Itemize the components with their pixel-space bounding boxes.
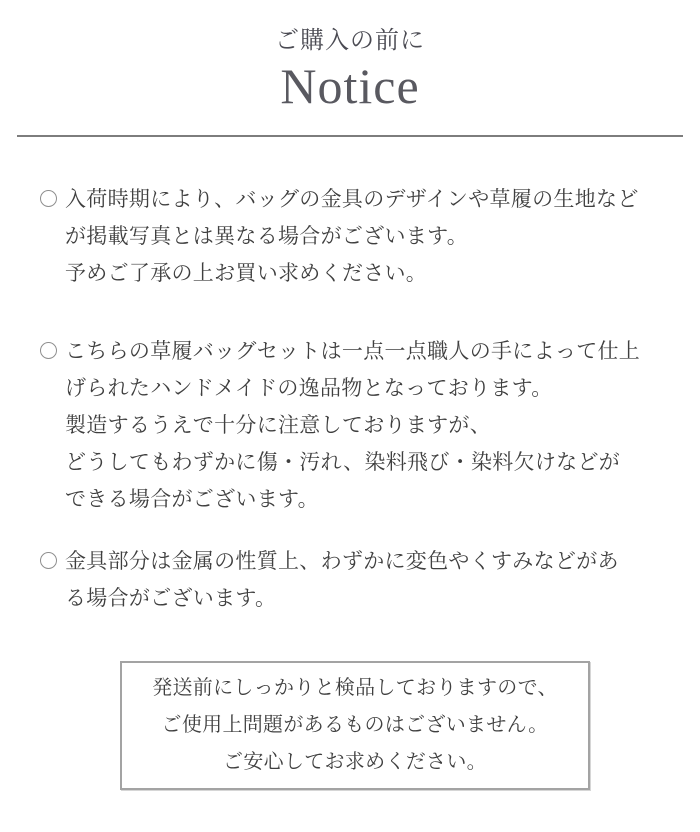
- notice-line: げられたハンドメイドの逸品物となっております。: [65, 377, 553, 400]
- notice-text: [65, 543, 670, 617]
- inspection-assurance-box: [120, 661, 590, 790]
- notice-line: が掲載写真とは異なる場合がございます。: [65, 225, 469, 248]
- notice-item-stock-variation: [40, 181, 670, 292]
- notice-line: 入荷時期により、バッグの金具のデザインや草履の生地など: [65, 188, 639, 211]
- header: [0, 0, 700, 112]
- notice-item-handmade: [40, 333, 670, 518]
- circle-bullet-icon: [40, 190, 57, 207]
- notice-item-metal-parts: [40, 543, 670, 617]
- page-subtitle-japanese: ご購入の前に: [275, 28, 425, 54]
- notice-line: こちらの草履バッグセットは一点一点職人の手によって仕上: [65, 340, 641, 363]
- notice-line: る場合がございます。: [65, 587, 277, 610]
- assurance-line: 発送前にしっかりと検品しておりますので、: [152, 677, 558, 699]
- notice-line: 予めご了承の上お買い求めください。: [65, 262, 428, 285]
- assurance-line: ご安心してお求めください。: [223, 751, 487, 773]
- notice-line: どうしてもわずかに傷・汚れ、染料飛び・染料欠けなどが: [65, 451, 621, 474]
- notice-text: [65, 333, 670, 518]
- assurance-line: ご使用上問題があるものはございません。: [161, 714, 549, 736]
- notice-text: [65, 181, 670, 292]
- circle-bullet-icon: [40, 552, 57, 569]
- notice-line: 金具部分は金属の性質上、わずかに変色やくすみなどがあ: [65, 550, 619, 573]
- notice-list: [0, 137, 700, 790]
- notice-line: できる場合がございます。: [65, 488, 319, 511]
- circle-bullet-icon: [40, 342, 57, 359]
- page-title: Notice: [280, 58, 420, 114]
- notice-line: 製造するうえで十分に注意しておりますが、: [65, 414, 491, 437]
